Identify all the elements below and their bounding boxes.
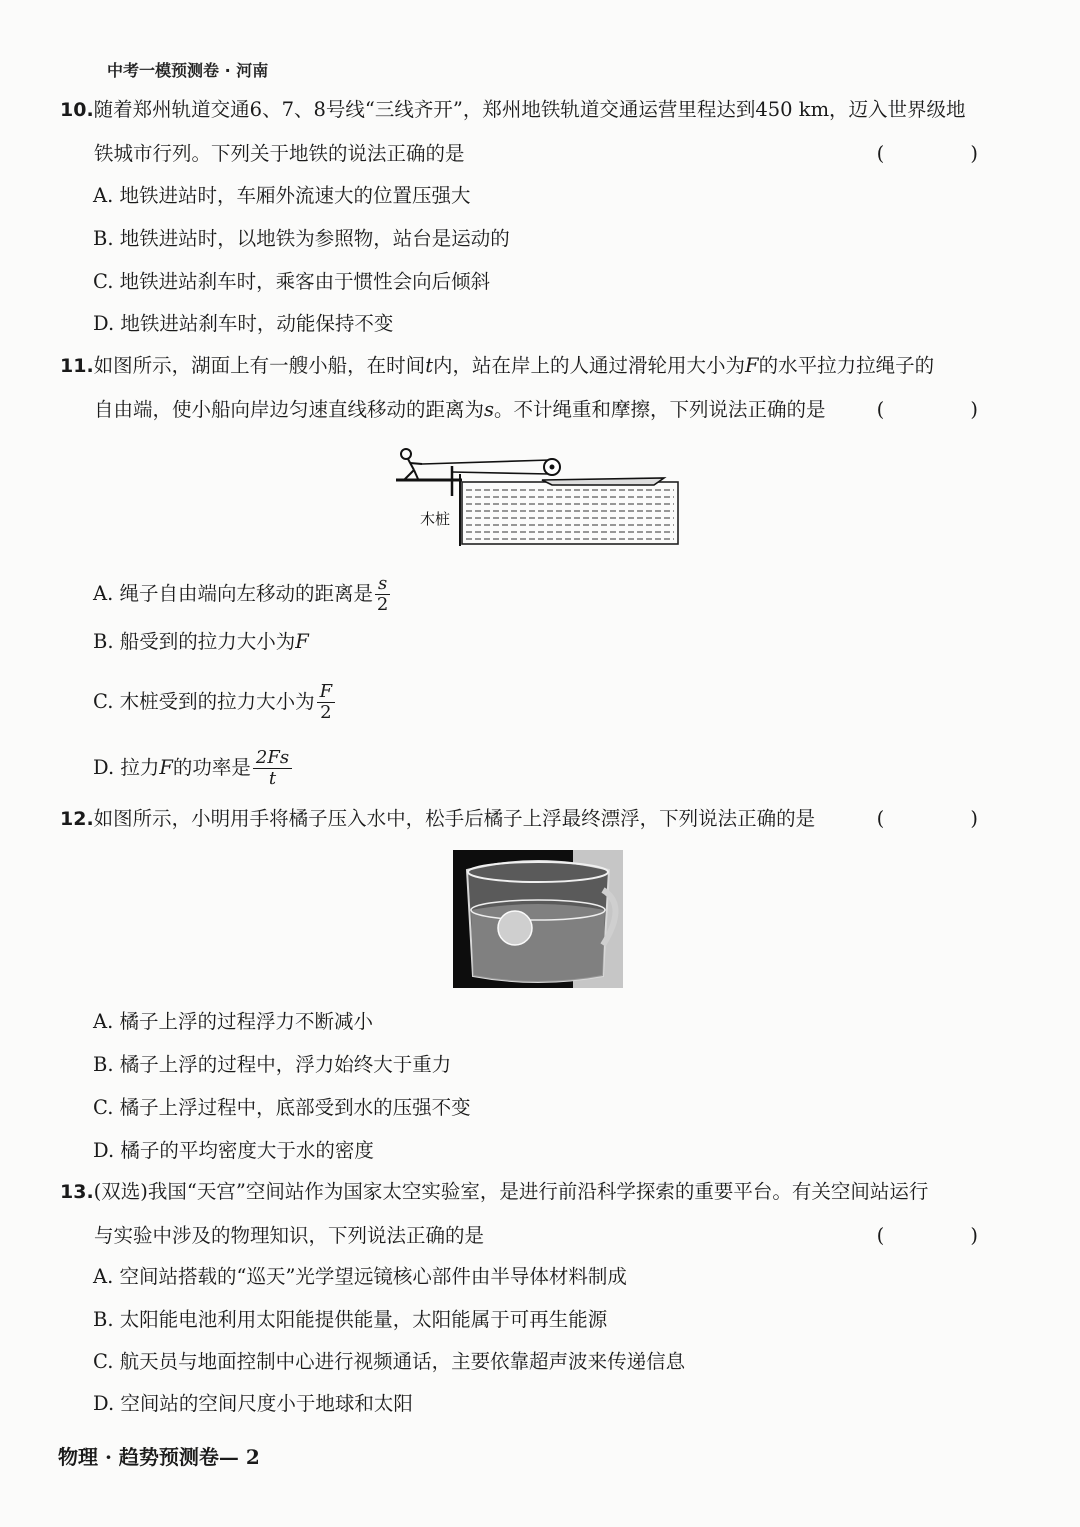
page-footer: 物理 · 趋势预测卷— 2: [58, 1445, 260, 1469]
numerator: F: [317, 682, 336, 703]
water-lines: [466, 490, 674, 539]
q11-option-c: [93, 682, 335, 723]
rope-top: [422, 460, 550, 464]
q12-option-c: C. 橘子上浮过程中，底部受到水的压强不变: [93, 1096, 471, 1119]
fraction: [317, 682, 336, 723]
denominator: 2: [320, 702, 332, 723]
question-number: 11.: [60, 355, 94, 377]
q10-option-a: A. 地铁进站时，车厢外流速大的位置压强大: [93, 184, 471, 207]
option-text: B. 船受到的拉力大小为: [93, 630, 296, 653]
q12-option-d: D. 橘子的平均密度大于水的密度: [93, 1139, 374, 1162]
q10-option-c: C. 地铁进站刹车时，乘客由于惯性会向后倾斜: [93, 270, 491, 293]
question-12: [60, 797, 1018, 841]
stake-label: 木桩: [420, 510, 451, 528]
var-t: t: [425, 354, 434, 377]
q11-option-a: [93, 574, 390, 615]
q11-option-d: [93, 748, 292, 789]
pulley-boat-diagram: [392, 444, 682, 548]
question-12-text: 如图所示，小明用手将橘子压入水中，松手后橘子上浮最终漂浮，下列说法正确的是: [93, 807, 816, 830]
answer-paren: ( ): [876, 142, 1018, 165]
q10-option-b: B. 地铁进站时，以地铁为参照物，站台是运动的: [93, 227, 510, 250]
var-F: F: [745, 354, 759, 377]
question-10-line2: [60, 132, 1018, 175]
boat-icon: [542, 478, 664, 485]
question-10-text2: 铁城市行列。下列关于地铁的说法正确的是: [94, 142, 465, 165]
question-13-line2: [60, 1214, 1018, 1257]
person-icon: [401, 449, 422, 480]
q13-option-b: B. 太阳能电池利用太阳能提供能量，太阳能属于可再生能源: [93, 1308, 608, 1331]
q11-text: 内，站在岸上的人通过滑轮用大小为: [433, 354, 746, 377]
option-text: C. 木桩受到的拉力大小为: [93, 690, 315, 713]
question-10-line1: [60, 88, 1018, 132]
q10-option-d: D. 地铁进站刹车时，动能保持不变: [93, 312, 394, 335]
question-11-line2: [60, 388, 1018, 431]
q13-option-c: C. 航天员与地面控制中心进行视频通话，主要依靠超声波来传递信息: [93, 1350, 686, 1373]
option-text: 的功率是: [172, 756, 251, 779]
answer-paren: ( ): [876, 1224, 1018, 1247]
numerator: s: [375, 574, 390, 595]
q11-text: 的水平拉力拉绳子的: [758, 354, 935, 377]
orange-icon: [498, 911, 532, 945]
question-10-text1: 随着郑州轨道交通6、7、8号线“三线齐开”，郑州地铁轨道交通运营里程达到450 km，迈入世界级地: [93, 98, 966, 121]
q13-option-a: A. 空间站搭载的“巡天”光学望远镜核心部件由半导体材料制成: [93, 1265, 627, 1288]
question-13-text2: 与实验中涉及的物理知识，下列说法正确的是: [94, 1224, 485, 1247]
q12-option-b: B. 橘子上浮的过程中，浮力始终大于重力: [93, 1053, 452, 1076]
question-13: [60, 1170, 1018, 1257]
q12-option-a: A. 橘子上浮的过程浮力不断减小: [93, 1010, 373, 1033]
question-12-line1: [60, 797, 1018, 841]
question-10: [60, 88, 1018, 175]
water-tank: [462, 482, 678, 544]
q13-option-d: D. 空间站的空间尺度小于地球和太阳: [93, 1392, 413, 1415]
question-11: [60, 344, 1018, 431]
option-text: A. 绳子自由端向左移动的距离是: [93, 582, 373, 605]
option-text: D. 拉力: [93, 756, 160, 779]
q11-text: 。不计绳重和摩擦，下列说法正确的是: [494, 398, 826, 421]
var-s: s: [484, 398, 495, 421]
fraction: [253, 748, 292, 789]
question-13-text1: (双选)我国“天宫”空间站作为国家太空实验室，是进行前沿科学探索的重要平台。有关空间站运行: [93, 1180, 929, 1203]
var-F: F: [159, 756, 173, 779]
question-11-line1: [60, 344, 1018, 388]
question-number: 12.: [60, 808, 94, 830]
denominator: 2: [376, 594, 389, 615]
exam-header: 中考一模预测卷 · 河南: [107, 61, 269, 80]
question-13-line1: [60, 1170, 1018, 1214]
question-number: 13.: [60, 1181, 94, 1203]
var-F: F: [295, 630, 309, 653]
q11-text: 自由端，使小船向岸边匀速直线移动的距离为: [94, 398, 485, 421]
orange-in-water-photo: [453, 850, 623, 988]
question-number: 10.: [60, 99, 94, 121]
q11-text: 如图所示，湖面上有一艘小船，在时间: [93, 354, 426, 377]
answer-paren: ( ): [876, 398, 1018, 421]
q11-option-b: [93, 627, 309, 657]
denominator: t: [268, 768, 277, 789]
answer-paren: ( ): [876, 807, 1018, 830]
numerator: 2Fs: [253, 748, 292, 769]
rope-bottom: [452, 472, 550, 474]
fraction: [375, 574, 390, 615]
